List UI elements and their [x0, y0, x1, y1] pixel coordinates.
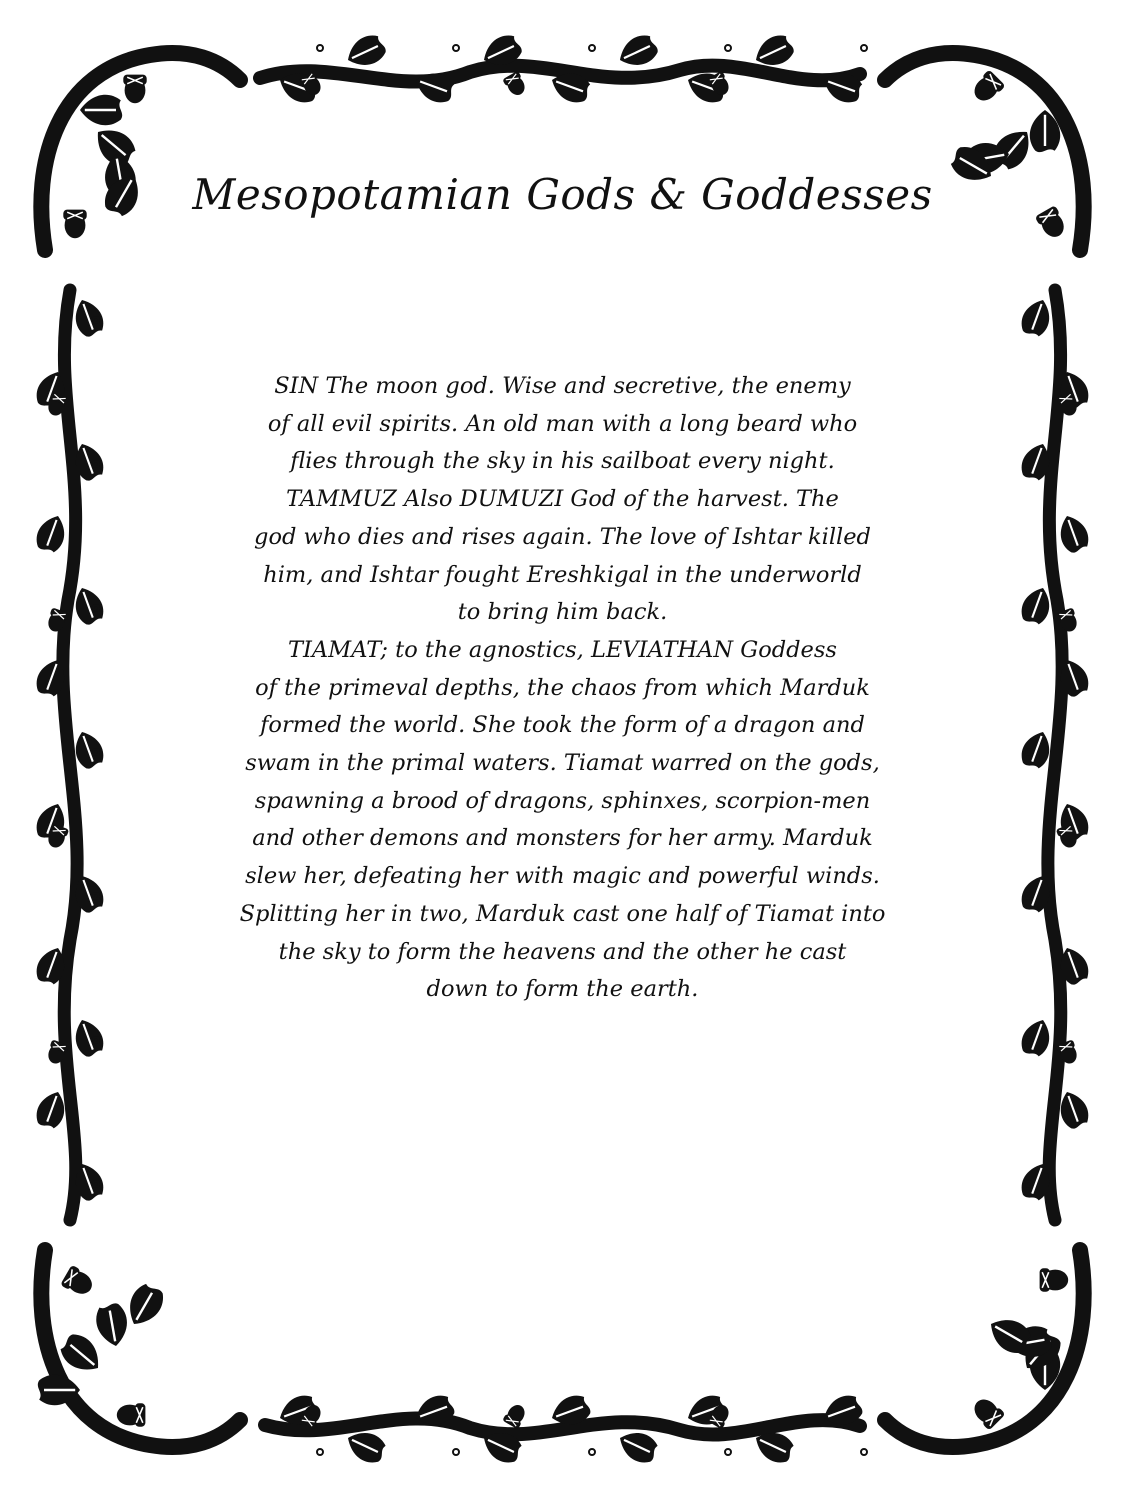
text-line: TAMMUZ Also DUMUZI God of the harvest. The	[286, 486, 839, 513]
oak-leaf-icon	[614, 31, 661, 73]
text-line: down to form the earth.	[426, 976, 699, 1003]
acorn-icon	[63, 210, 86, 239]
border-left	[63, 290, 77, 1220]
text-line: the sky to form the heavens and the other he cast	[278, 938, 847, 965]
text-line: of all evil spirits. An old man with a long beard who	[267, 410, 858, 437]
oak-leaf-icon	[69, 295, 107, 339]
text-line: slew her, defeating her with magic and powerful winds.	[245, 863, 880, 890]
body-text	[120, 368, 1005, 1009]
text-line: TIAMAT; to the agnostics, LEVIATHAN Goddess	[288, 636, 837, 663]
acorn-icon	[117, 1403, 146, 1426]
border-right	[1048, 290, 1062, 1220]
acorn-icon	[123, 75, 146, 104]
dot-ornament	[453, 45, 459, 51]
acorn-icon	[969, 69, 1006, 106]
dot-ornament	[317, 1449, 323, 1455]
text-line: flies through the sky in his sailboat every night.	[290, 448, 835, 475]
oak-leaf-icon	[1018, 295, 1056, 339]
dot-ornament	[725, 1449, 731, 1455]
oak-leaf-icon	[1054, 511, 1092, 555]
acorn-icon	[1035, 205, 1070, 241]
text-line: formed the world. She took the form of a dragon and	[260, 712, 865, 739]
dot-ornament	[453, 1449, 459, 1455]
oak-leaf-icon	[342, 31, 389, 73]
oak-leaf-icon	[69, 1015, 107, 1059]
oak-leaf-icon	[1018, 1015, 1056, 1059]
acorn-icon	[969, 1394, 1006, 1431]
oak-leaf-icon	[33, 511, 71, 555]
dot-ornament	[589, 1449, 595, 1455]
text-line: god who dies and rises again. The love of Ishtar killed	[254, 523, 871, 550]
text-line: Splitting her in two, Marduk cast one half of Tiamat into	[239, 900, 886, 927]
text-line: spawning a brood of dragons, sphinxes, scorpion-men	[254, 787, 871, 814]
dot-ornament	[725, 45, 731, 51]
text-line: to bring him back.	[457, 599, 668, 626]
oak-leaf-icon	[94, 1302, 131, 1349]
text-line: and other demons and monsters for her army. Marduk	[252, 825, 873, 852]
dot-ornament	[589, 45, 595, 51]
acorn-icon	[60, 1265, 96, 1300]
oak-leaf-icon	[614, 1425, 661, 1467]
dot-ornament	[861, 45, 867, 51]
text-line: SIN The moon god. Wise and secretive, the enemy	[274, 373, 851, 399]
dot-ornament	[861, 1449, 867, 1455]
acorn-icon	[1040, 1268, 1069, 1291]
oak-leaf-icon	[121, 1280, 168, 1332]
text-line: him, and Ishtar fought Ereshkigal in the underworld	[263, 561, 862, 588]
acorn-icon	[502, 1401, 529, 1429]
oak-leaf-icon	[80, 95, 122, 125]
dot-ornament	[317, 45, 323, 51]
page-title: Mesopotamian Gods & Goddesses	[192, 170, 933, 219]
text-line: of the primeval depths, the chaos from which Marduk	[255, 674, 870, 701]
text-line: swam in the primal waters. Tiamat warred on the gods,	[245, 750, 880, 777]
acorn-icon	[502, 71, 529, 99]
